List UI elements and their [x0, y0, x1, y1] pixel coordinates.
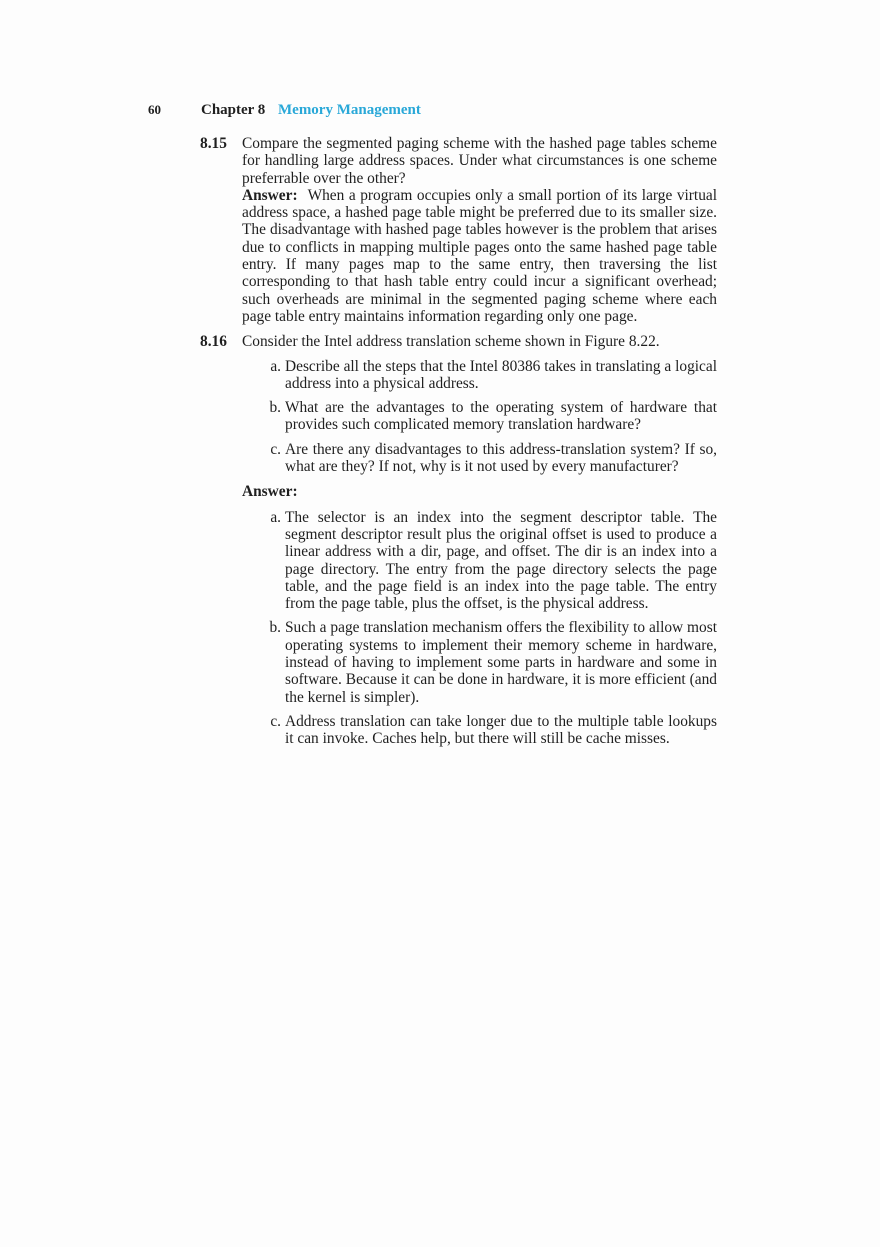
problem-question: Consider the Intel address translation scheme shown in Figure 8.22.: [242, 333, 660, 351]
part-label: b.: [269, 399, 281, 417]
part-text: Address translation can take longer due to the multiple table lookups it can invoke. Caches help, but there will still be cache misses.: [285, 712, 717, 748]
question-parts: [242, 358, 717, 476]
problem-8-16: [200, 333, 717, 747]
answer-part-c: [270, 712, 717, 748]
part-label: a.: [270, 508, 281, 526]
question-part-a: [270, 357, 717, 393]
part-text: What are the advantages to the operating system of hardware that provides such complicated memory translation hardware?: [285, 399, 717, 434]
answer-heading: Answer:: [242, 483, 298, 501]
answer-label: Answer:: [242, 186, 298, 204]
part-text: The selector is an index into the segment descriptor table. The segment descriptor result plus the original offset is used to produce a linear address with a dir, page, and offset. The dir is an index into a page directory. The entry from the page directory selects the page table, and the page field is an index into the page table. The entry from the page table, plus the offset, is the physical address.: [285, 508, 717, 613]
part-label: a.: [270, 357, 281, 375]
problem-8-15: [200, 135, 717, 325]
problem-number: 8.15: [200, 135, 227, 152]
problem-number: 8.16: [200, 333, 227, 351]
part-text: Are there any disadvantages to this address-translation system? If so, what are they? If not, why is it not used by every manufacturer?: [285, 440, 717, 476]
question-part-b: [269, 399, 717, 434]
chapter-title: Memory Management: [278, 102, 421, 118]
problem-question: Compare the segmented paging scheme with the hashed page tables scheme for handling large address spaces. Under what circumstances is one scheme preferrable over the other?: [242, 135, 717, 187]
page-number: 60: [148, 102, 161, 117]
question-part-c: [270, 440, 717, 476]
answer-text: When a program occupies only a small portion of its large virtual address space, a hashed page table might be preferred due to its smaller size. The disadvantage with hashed page tables however is the problem that arises due to conflicts in mapping multiple pages onto the same hashed page table entry. If many pages map to the same entry, then traversing the list corresponding to that hash table entry could incur a significant overhead; such overheads are minimal in the segmented paging scheme where each page table entry maintains information regarding only one page.: [242, 186, 717, 325]
answer-parts: [242, 509, 717, 748]
chapter-label: Chapter 8: [201, 102, 266, 118]
answer-part-b: [269, 619, 717, 706]
part-text: Such a page translation mechanism offers the flexibility to allow most operating systems to implement their memory scheme in hardware, instead of having to implement some parts in hardware and some in software. Because it can be done in hardware, it is more efficient (and the kernel is simpler).: [285, 619, 717, 706]
part-label: c.: [270, 712, 281, 730]
part-label: b.: [269, 619, 281, 637]
part-label: c.: [270, 440, 281, 458]
part-text: Describe all the steps that the Intel 80386 takes in translating a logical address into a physical address.: [285, 357, 717, 392]
answer-part-a: [270, 508, 717, 613]
page-content: [200, 135, 717, 756]
problem-answer: [242, 187, 717, 325]
